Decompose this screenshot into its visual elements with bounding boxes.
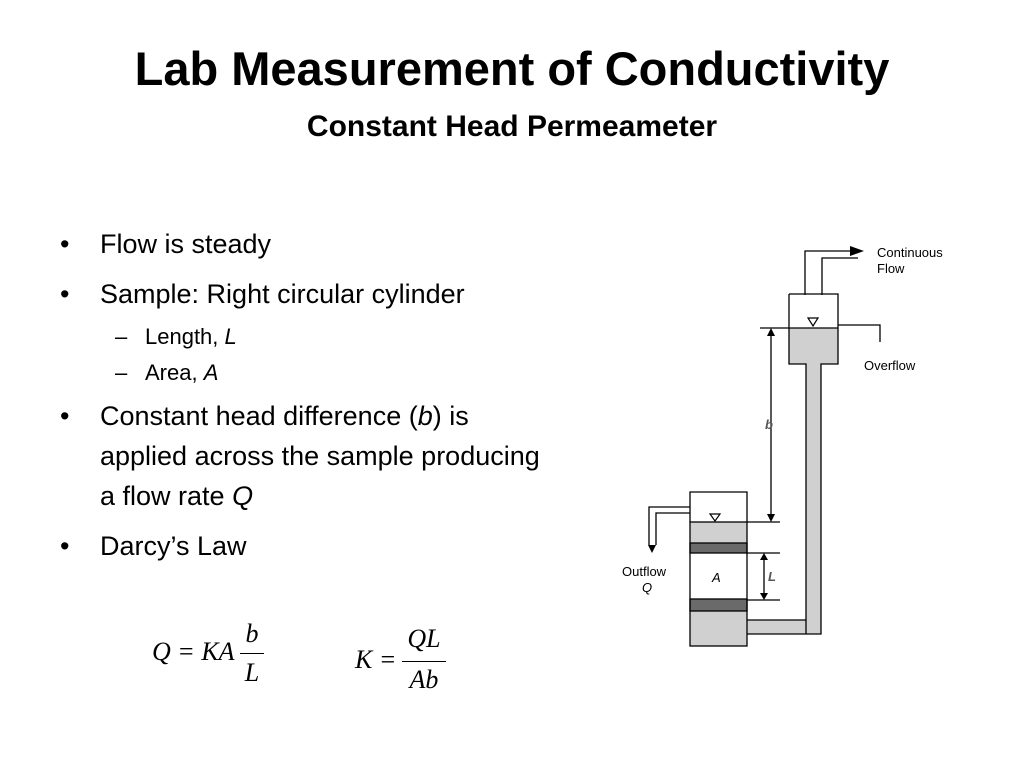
bullet-dot: • xyxy=(60,401,70,431)
slide-title: Lab Measurement of Conductivity xyxy=(134,42,890,95)
lower-porous-stone xyxy=(690,599,747,611)
bottom-tube-water xyxy=(747,620,821,634)
water-level-icon xyxy=(710,514,720,521)
b-arrow-bottom-icon xyxy=(767,514,775,522)
bullet-dot: • xyxy=(60,279,70,309)
sub-bullet-text: Length, xyxy=(145,324,225,349)
label-flow: Flow xyxy=(877,261,905,276)
sample-top-water xyxy=(690,522,747,543)
sub-bullet-var: L xyxy=(224,324,237,349)
bullet-text: Flow is steady xyxy=(100,229,272,259)
connecting-tube-water xyxy=(806,364,821,634)
water-level-icon xyxy=(808,318,818,326)
label-area-a: A xyxy=(712,570,721,585)
slide-subtitle: Constant Head Permeameter xyxy=(306,110,718,143)
equation-lhs: Q = KA xyxy=(152,637,235,666)
diagram-outlines xyxy=(649,251,880,646)
bullet-dot: • xyxy=(60,531,70,561)
head-box xyxy=(690,492,747,522)
label-length-l: L xyxy=(768,569,776,584)
inflow-arrow-icon xyxy=(850,246,864,256)
diagram-arrows xyxy=(648,246,864,600)
bullet-text: ) is applied across the sample producing a flow rate xyxy=(100,401,540,511)
label-outflow: Outflow xyxy=(622,564,667,579)
bullet-text: Constant head difference ( xyxy=(100,401,418,431)
outflow-arrow-icon xyxy=(648,545,656,553)
label-overflow: Overflow xyxy=(864,358,916,373)
l-arrow-top-icon xyxy=(760,553,768,560)
equation-denominator: L xyxy=(244,658,260,687)
l-arrow-bottom-icon xyxy=(760,593,768,600)
outflow-pipe-inner xyxy=(656,513,690,545)
b-arrow-top-icon xyxy=(767,328,775,336)
bullet-var-b: b xyxy=(417,401,433,431)
bullet-text: Darcy’s Law xyxy=(100,531,247,561)
bullet-var-q: Q xyxy=(232,481,254,511)
sub-bullet-dash: – xyxy=(115,324,128,349)
equation-numerator: b xyxy=(245,619,259,648)
equation-lhs: K = xyxy=(355,645,397,674)
label-b: b xyxy=(765,417,773,432)
inflow-pipe-inner xyxy=(822,258,858,295)
sample-bottom-water xyxy=(690,611,747,646)
bullet-dot: • xyxy=(60,229,70,259)
overflow-pipe xyxy=(838,325,880,342)
upper-reservoir-water xyxy=(789,328,838,364)
equation-numerator: QL xyxy=(407,624,441,653)
sub-bullet-var: A xyxy=(203,360,219,385)
upper-porous-stone xyxy=(690,543,747,553)
label-q: Q xyxy=(642,580,653,595)
bullet-text: Sample: Right circular cylinder xyxy=(100,279,465,309)
sub-bullet-text: Area, xyxy=(145,360,204,385)
equation-denominator: Ab xyxy=(409,665,439,694)
sub-bullet-dash: – xyxy=(115,360,128,385)
label-continuous: Continuous xyxy=(877,245,943,260)
